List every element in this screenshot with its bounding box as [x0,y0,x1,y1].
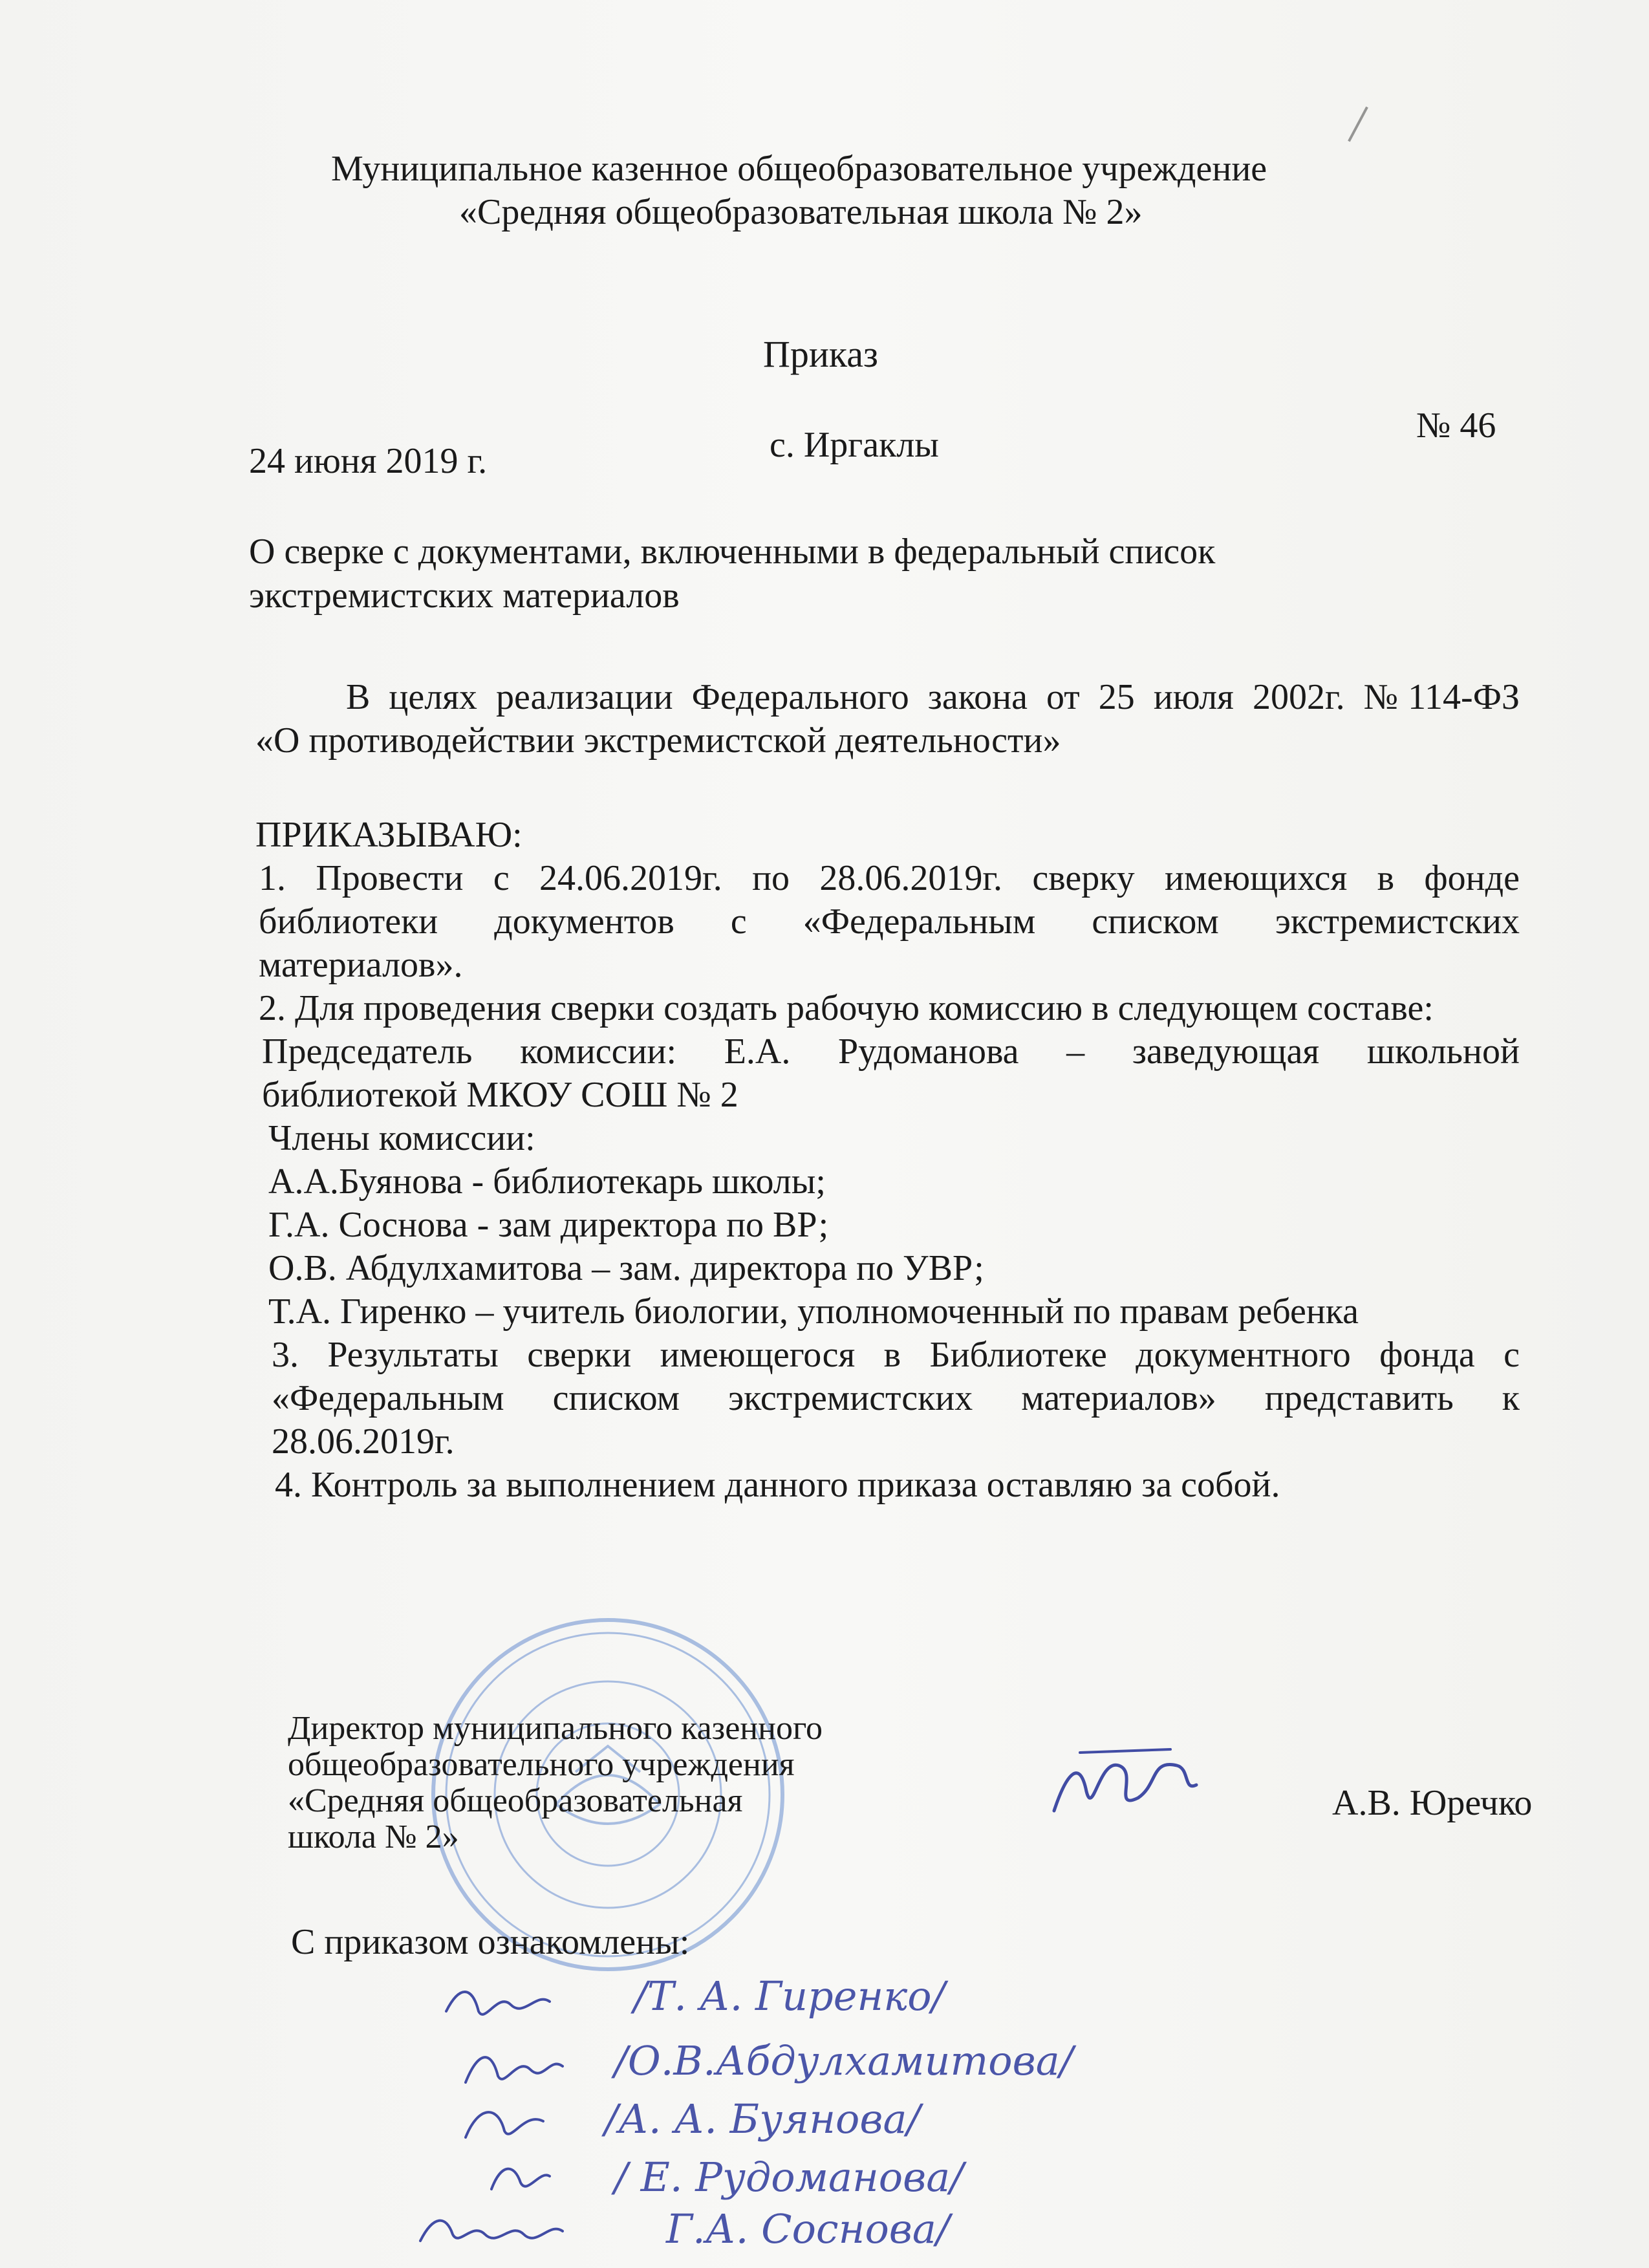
chair-line1: Председатель комиссии: Е.А. Рудоманова – заведующая школьной [262,1031,1520,1072]
order-date: 24 июня 2019 г. [249,441,488,481]
member-4: Т.А. Гиренко – учитель биологии, уполномоченный по правам ребенка [268,1291,1359,1332]
signatory-line2: общеобразовательного учреждения [288,1746,795,1783]
acquaintance-entry: /О.В.Абдулхамитова/ [614,2037,1073,2084]
members-label: Члены комиссии: [268,1118,535,1158]
preamble-line1: В целях реализации Федерального закона от 25 июля 2002г. №114-ФЗ [346,677,1520,717]
handwritten-signature [453,2037,569,2095]
item3-line1: 3. Результаты сверки имеющегося в Библиотеке документного фонда с [272,1335,1520,1375]
acquaintance-entry: / Е. Рудоманова/ [614,2154,964,2201]
subject-line1: О сверке с документами, включенными в федеральный список [249,532,1216,572]
handwritten-signature [414,2202,569,2260]
order-word: ПРИКАЗЫВАЮ: [255,815,523,855]
order-number: № 46 [1416,405,1496,446]
order-place: с. Иргаклы [770,425,939,465]
item3-line3: 28.06.2019г. [272,1421,455,1462]
director-signature [1041,1733,1209,1837]
director-name: А.В. Юречко [1332,1783,1533,1823]
acquaintance-entry: /А. А. Буянова/ [605,2095,921,2143]
item1-line2: библиотеки документов с «Федеральным списком экстремистских [259,902,1520,942]
signatory-line3: «Средняя общеобразовательная [288,1782,743,1819]
item1-line1: 1. Провести с 24.06.2019г. по 28.06.2019г. сверку имеющихся в фонде [259,858,1520,898]
item4: 4. Контроль за выполнением данного приказа оставляю за собой. [275,1465,1280,1505]
item3-line2: «Федеральным списком экстремистских материалов» представить к [272,1378,1520,1418]
member-1: А.А.Буянова - библиотекарь школы; [268,1161,826,1202]
signatory-line1: Директор муниципального казенного [288,1710,823,1747]
org-name-line1: Муниципальное казенное общеобразовательное учреждение [331,149,1267,189]
acquaintance-entry: /Т. А. Гиренко/ [634,1972,945,2020]
item1-line3: материалов». [259,945,463,985]
item2: 2. Для проведения сверки создать рабочую комиссию в следующем составе: [259,988,1434,1028]
acquaintance-entry: Г.А. Соснова/ [666,2205,950,2252]
preamble-line2: «О противодействии экстремистской деятельности» [255,720,1061,761]
member-3: О.В. Абдулхамитова – зам. директора по УВР; [268,1248,984,1288]
signatory-line4: школа № 2» [288,1819,459,1855]
chair-line2: библиотекой МКОУ СОШ № 2 [262,1075,738,1115]
document-title: Приказ [763,333,878,375]
member-2: Г.А. Соснова - зам директора по ВР; [268,1205,829,1245]
handwritten-signature [440,1979,556,2031]
handwritten-signature [479,2150,556,2202]
subject-line2: экстремистских материалов [249,576,680,616]
org-name-line2: «Средняя общеобразовательная школа № 2» [459,192,1143,232]
acquaintance-label: С приказом ознакомлены: [291,1922,690,1962]
handwritten-signature [453,2092,550,2150]
